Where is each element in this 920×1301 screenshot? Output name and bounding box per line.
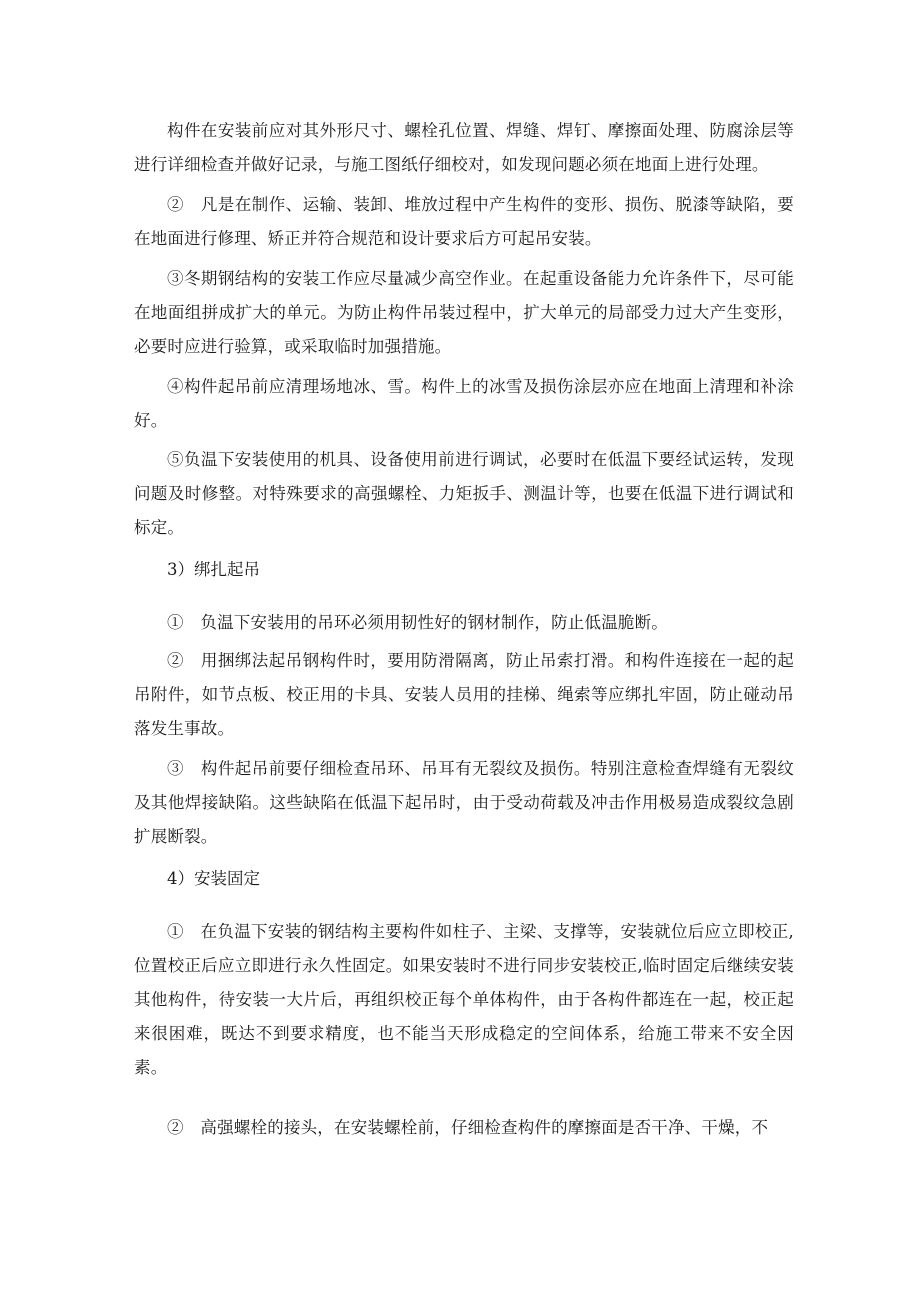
paragraph-item-2-defect-repair: ② 凡是在制作、运输、装卸、堆放过程中产生构件的变形、损伤、脱漆等缺陷，要在地面进行修理、矫正并符合规范和设计要求后方可起吊安装。	[134, 195, 794, 248]
paragraph-fixing-item-2: ② 高强螺栓的接头，在安装螺栓前，仔细检查构件的摩擦面是否干净、干燥，不	[167, 1118, 769, 1137]
paragraph-component-inspection: 构件在安装前应对其外形尺寸、螺栓孔位置、焊缝、焊钉、摩擦面处理、防腐涂层等进行详细检查并做好记录，与施工图纸仔细校对，如发现问题必须在地面上进行处理。	[134, 121, 794, 174]
section-heading-installation-fixing: 4）安装固定	[167, 869, 260, 888]
paragraph-item-3-reduce-high-work: ③冬期钢结构的安装工作应尽量减少高空作业。在起重设备能力允许条件下，尽可能在地面组拼成扩大的单元。为防止构件吊装过程中，扩大单元的局部受力过大产生变形，必要时应进行验算，或采取临时加强措施。	[134, 269, 794, 356]
paragraph-lifting-item-3: ③ 构件起吊前要仔细检查吊环、吊耳有无裂纹及损伤。特别注意检查焊缝有无裂纹及其他焊接缺陷。这些缺陷在低温下起吊时，由于受动荷载及冲击作用极易造成裂纹急剧扩展断裂。	[134, 759, 794, 846]
paragraph-fixing-item-1: ① 在负温下安装的钢结构主要构件如柱子、主梁、支撑等，安装就位后应立即校正,位置校正后应立即进行永久性固定。如果安装时不进行同步安装校正,临时固定后继续安装其他构件，待安装一大片后，再组织校正每个单体构件，由于各构件都连在一起，校正起来很困难，既达不到要求精度，也不能当天形成稳定的空间体系，给施工带来不安全因素。	[134, 922, 794, 1077]
section-heading-binding-lifting: 3）绑扎起吊	[167, 560, 260, 579]
paragraph-item-5-equipment-debug: ⑤负温下安装使用的机具、设备使用前进行调试，必要时在低温下要经试运转，发现问题及时修整。对特殊要求的高强螺栓、力矩扳手、测温计等，也要在低温下进行调试和标定。	[134, 450, 794, 537]
paragraph-item-4-clear-ice-snow: ④构件起吊前应清理场地冰、雪。构件上的冰雪及损伤涂层亦应在地面上清理和补涂好。	[134, 377, 794, 430]
paragraph-lifting-item-2: ② 用捆绑法起吊钢构件时，要用防滑隔离，防止吊索打滑。和构件连接在一起的起吊附件，如节点板、校正用的卡具、安装人员用的挂梯、绳索等应绑扎牢固，防止碰动吊落发生事故。	[134, 651, 794, 738]
paragraph-lifting-item-1: ① 负温下安装用的吊环必须用韧性好的钢材制作，防止低温脆断。	[167, 613, 668, 632]
